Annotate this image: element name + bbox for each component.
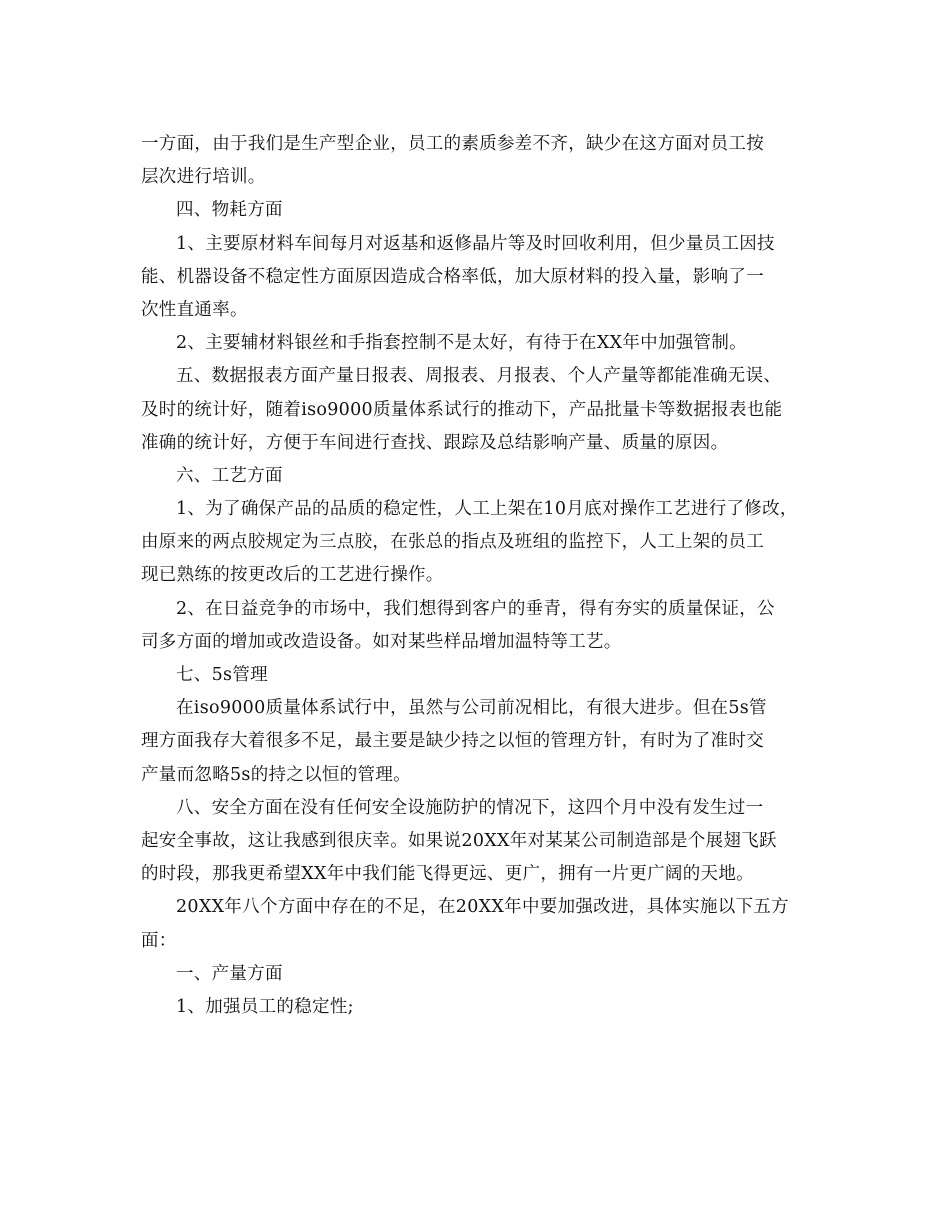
paragraph-line: 层次进行培训。 [141, 167, 266, 188]
paragraph-line: 产量而忽略5s的持之以恒的管理。 [141, 764, 411, 785]
paragraph-line: 由原来的两点胶规定为三点胶，在张总的指点及班组的监控下，人工上架的员工 [141, 532, 764, 553]
paragraph-line: 及时的统计好，随着iso9000质量体系试行的推动下，产品批量卡等数据报表也能 [141, 399, 783, 420]
section-heading: 一、产量方面 [176, 963, 283, 984]
paragraph-line: 一方面，由于我们是生产型企业，员工的素质参差不齐，缺少在这方面对员工按 [141, 134, 764, 154]
paragraph-line: 面： [141, 930, 177, 951]
paragraph-line: 司多方面的增加或改造设备。如对某些样品增加温特等工艺。 [141, 631, 622, 652]
paragraph-line: 1、加强员工的稳定性; [176, 996, 354, 1017]
section-heading: 六、工艺方面 [176, 465, 283, 486]
paragraph-line: 现已熟练的按更改后的工艺进行操作。 [141, 565, 444, 586]
section-heading: 七、5s管理 [176, 665, 268, 685]
section-heading: 四、物耗方面 [176, 200, 283, 221]
paragraph-line: 起安全事故，这让我感到很庆幸。如果说20XX年对某某公司制造部是个展翅飞跃 [141, 830, 777, 851]
paragraph-line: 次性直通率。 [141, 299, 248, 320]
paragraph-line: 准确的统计好，方便于车间进行查找、跟踪及总结影响产量、质量的原因。 [141, 432, 729, 453]
paragraph-line: 八、安全方面在没有任何安全设施防护的情况下，这四个月中没有发生过一 [176, 797, 764, 818]
paragraph-line: 五、数据报表方面产量日报表、周报表、月报表、个人产量等都能准确无误、 [176, 366, 782, 387]
document-body [141, 128, 841, 1024]
paragraph-line: 2、在日益竞争的市场中，我们想得到客户的垂青，得有夯实的质量保证，公 [176, 598, 775, 619]
paragraph-line: 1、主要原材料车间每月对返基和返修晶片等及时回收利用，但少量员工因技 [176, 233, 775, 254]
paragraph-line: 在iso9000质量体系试行中，虽然与公司前况相比，有很大进步。但在5s管 [176, 698, 767, 719]
paragraph-line: 的时段，那我更希望XX年中我们能飞得更远、更广，拥有一片更广阔的天地。 [141, 864, 754, 885]
paragraph-line: 20XX年八个方面中存在的不足，在20XX年中要加强改进，具体实施以下五方 [176, 897, 789, 918]
paragraph-line: 理方面我存大着很多不足，最主要是缺少持之以恒的管理方针，有时为了准时交 [141, 731, 764, 752]
paragraph-line: 2、主要辅材料银丝和手指套控制不是太好，有待于在XX年中加强管制。 [176, 333, 747, 354]
paragraph-line: 1、为了确保产品的品质的稳定性，人工上架在10月底对操作工艺进行了修改， [176, 499, 798, 520]
paragraph-line: 能、机器设备不稳定性方面原因造成合格率低，加大原材料的投入量，影响了一 [141, 266, 764, 287]
